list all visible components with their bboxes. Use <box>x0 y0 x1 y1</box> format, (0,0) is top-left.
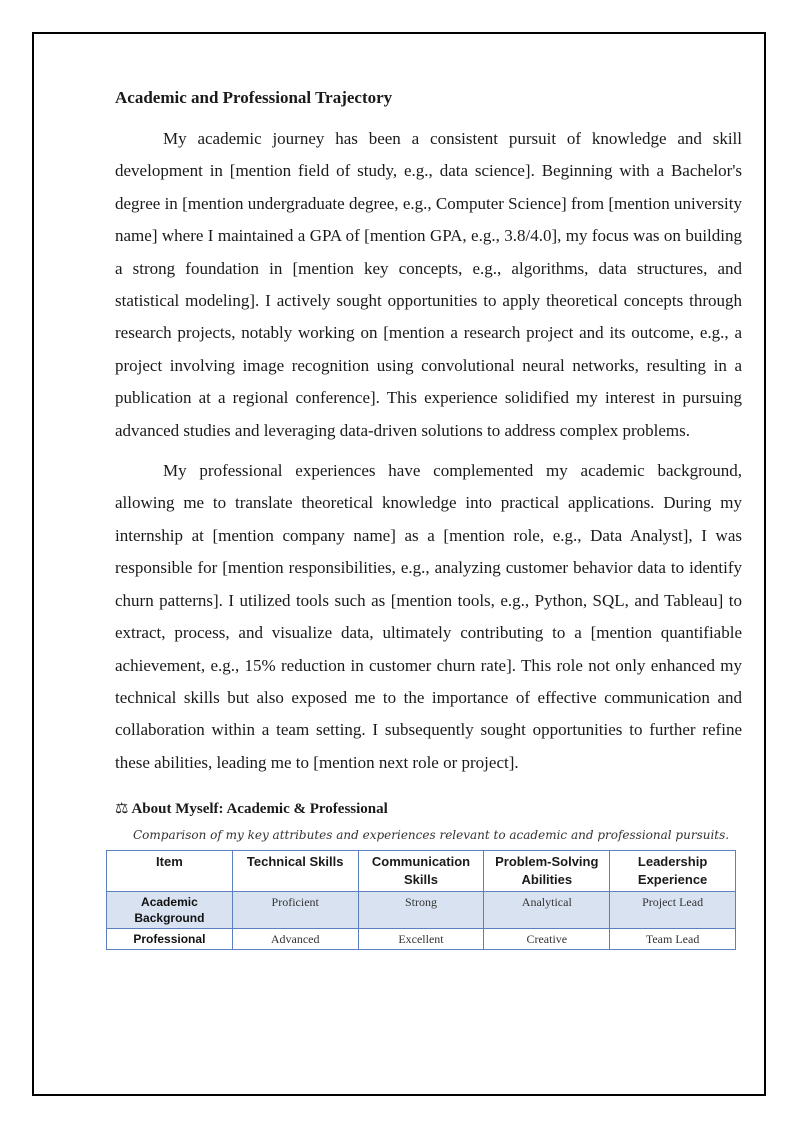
paragraph-professional: My professional experiences have complemented my academic background, allowing me to translate theoretical knowledge into practical applications. During my internship at [mention company name] as a [mention role, e.g., Data Analyst], I was responsible for [mention responsibilities, e.g., analyzing customer behavior data to identify churn patterns]. I utilized tools such as [mention tools, e.g., Python, SQL, and Tableau] to extract, process, and visualize data, ultimately contributing to a [mention quantifiable achievement, e.g., 15% reduction in customer churn rate]. This role not only enhanced my technical skills but also exposed me to the importance of effective communication and collaboration within a team setting. I subsequently sought opportunities to further refine these abilities, leading me to [mention next role or project]. <box>115 461 742 772</box>
header-problem-solving: Problem-Solving Abilities <box>484 851 610 892</box>
header-communication-skills: Communication Skills <box>358 851 484 892</box>
table-row <box>107 892 736 929</box>
table-cell: Creative <box>484 929 610 950</box>
paragraph-academic: My academic journey has been a consistent pursuit of knowledge and skill development in [mention field of study, e.g., data science]. Beginning with a Bachelor's degree in [mention undergraduate degree, e.g., Computer Science] from [mention university name] where I maintained a GPA of [mention GPA, e.g., 3.8/4.0], my focus was on building a strong foundation in [mention key concepts, e.g., algorithms, data structures, and statistical modeling]. I actively sought opportunities to apply theoretical concepts through research projects, notably working on [mention a research project and its outcome, e.g., a project involving image recognition using convolutional neural networks, resulting in a publication at a regional conference]. This experience solidified my interest in pursuing advanced studies and leveraging data-driven solutions to address complex problems. <box>115 129 742 440</box>
table-title-text: About Myself: Academic & Professional <box>131 801 388 818</box>
row-label: Academic Background <box>107 892 233 929</box>
scale-icon: ⚖ <box>115 801 129 818</box>
table-cell: Proficient <box>232 892 358 929</box>
table-cell: Project Lead <box>610 892 736 929</box>
table-cell: Analytical <box>484 892 610 929</box>
section-heading: Academic and Professional Trajectory <box>115 88 393 107</box>
attributes-table <box>106 850 736 950</box>
table-cell: Advanced <box>232 929 358 950</box>
header-technical-skills: Technical Skills <box>232 851 358 892</box>
table-cell: Excellent <box>358 929 484 950</box>
table-row <box>107 929 736 950</box>
table-header-row <box>107 851 736 892</box>
table-cell: Team Lead <box>610 929 736 950</box>
header-leadership: Leadership Experience <box>610 851 736 892</box>
table-cell: Strong <box>358 892 484 929</box>
table-caption: Comparison of my key attributes and experiences relevant to academic and professional pursuits. <box>133 828 730 843</box>
header-item: Item <box>107 851 233 892</box>
document-body <box>115 86 742 950</box>
row-label: Professional <box>107 929 233 950</box>
table-title <box>115 799 742 819</box>
